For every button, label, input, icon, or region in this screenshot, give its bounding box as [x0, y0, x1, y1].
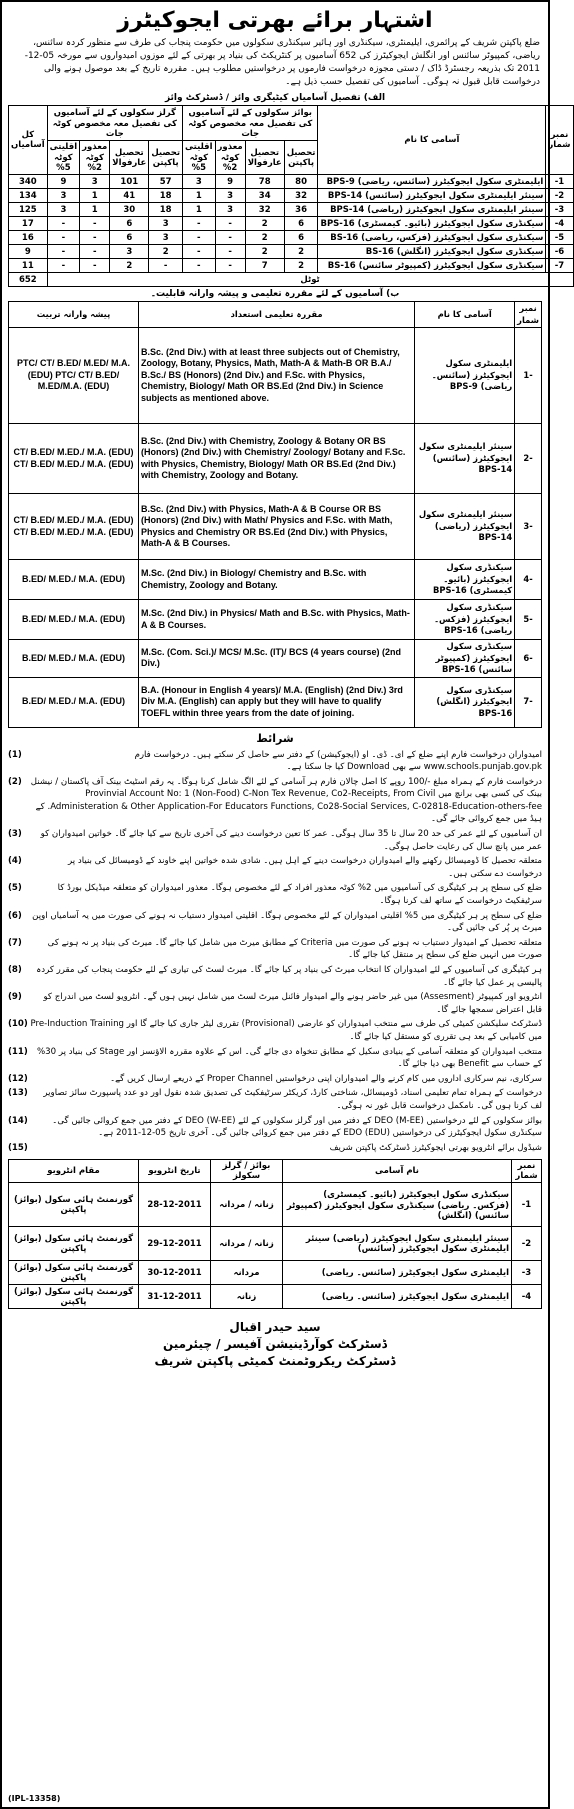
condition-item — [8, 1086, 542, 1113]
sub-header: معذور کوٹہ 2% — [80, 141, 110, 175]
cell-value: 3 — [215, 203, 245, 217]
cell-date: 28-12-2011 — [139, 1183, 211, 1227]
condition-text: منتخب امیدواران کو متعلقہ آسامی کے بنیادی سکیل کے مطابق تنخواہ دی جائے گی۔ اس کے علاوہ مقررہ الاؤنسز اور Stage کی بنیاد پر 30% کے حساب سے Benefit بھی دیا جائے گا۔ — [37, 1046, 542, 1070]
cell-total: 9 — [9, 245, 48, 259]
condition-item — [8, 748, 542, 775]
cell-sno: 2- — [546, 189, 573, 203]
cell-value: 36 — [284, 203, 318, 217]
cell-sno: 7- — [515, 677, 542, 727]
condition-number: (3) — [8, 829, 22, 840]
sub-header: تحصیل پاکپتن — [284, 141, 318, 175]
cell-date: 29-12-2011 — [139, 1227, 211, 1261]
qualifications-table — [8, 301, 542, 728]
header-boys: بوائز سکولوں کے لئے آسامیوں کی تفصیل معہ مخصوص کوٹہ جات — [183, 106, 318, 141]
cell-value: 6 — [110, 231, 149, 245]
signatory-title: ڈسٹرکٹ کوآرڈینیشن آفیسر / چیئرمین — [162, 1337, 388, 1352]
table-row — [9, 328, 542, 424]
table-row — [9, 1285, 542, 1309]
condition-item — [8, 963, 542, 990]
cell-type: زنانہ / مردانہ — [211, 1183, 283, 1227]
condition-number: (7) — [8, 937, 22, 948]
cell-sno: 2- — [512, 1227, 542, 1261]
cell-sno: 1- — [515, 328, 542, 424]
conditions-heading: شرائط — [256, 731, 294, 745]
cell-total: 125 — [9, 203, 48, 217]
header-name: نام آسامی — [283, 1160, 512, 1183]
table-row — [9, 600, 542, 640]
cell-value: 78 — [245, 175, 284, 189]
table-row — [9, 175, 574, 189]
header-sno: نمبر شمار — [546, 106, 573, 175]
condition-text: سرکاری، نیم سرکاری اداروں میں کام کرنے والے امیدواران اپنی درخواستیں Proper Channel کے ذریعے ارسال کریں گے۔ — [110, 1073, 542, 1084]
condition-item — [8, 1114, 542, 1141]
cell-value: 41 — [110, 189, 149, 203]
condition-text: ڈسٹرکٹ سلیکشن کمیٹی کی طرف سے منتخب امیدواران کو عارضی (Provisional) تقرری لیٹر جاری کیا جائے گا اور Pre-Induction Training میں کامیابی کے بعد ہی تقرری کو مستقل کیا جائے گا۔ — [30, 1019, 542, 1042]
cell-type: زنانہ / مردانہ — [211, 1227, 283, 1261]
condition-text: متعلقہ تحصیل کے امیدوار دستیاب نہ ہونے کی صورت میں Criteria کے مطابق میرٹ میں شامل کیا جائے گا۔ میرٹ کی بنیاد پر نہ ہونے کی صورت میں انہیں ضلع کی سطح پر منتقل کیا جائے گا۔ — [47, 937, 542, 961]
condition-item — [8, 1141, 542, 1156]
condition-number: (1) — [8, 749, 22, 760]
cell-value: 32 — [284, 189, 318, 203]
cell-value: 2 — [110, 259, 149, 273]
cell-name: ایلیمنٹری سکول ایجوکیٹرز (سائنس۔ ریاضی) — [283, 1285, 512, 1309]
sub-header: تحصیل پاکپتن — [149, 141, 183, 175]
cell-value: - — [183, 245, 215, 259]
cell-sno: 3- — [546, 203, 573, 217]
cell-type: زنانہ — [211, 1285, 283, 1309]
cell-post: سیکنڈری سکول ایجوکیٹرز (کمپیوٹر سائنس) BS-16 — [318, 259, 546, 273]
cell-post: سینئر ایلیمنٹری سکول ایجوکیٹرز (ریاضی) BPS-14 — [415, 494, 515, 560]
total-row — [9, 273, 574, 287]
cell-value: 30 — [110, 203, 149, 217]
condition-number: (13) — [8, 1088, 28, 1099]
cell-qualification: M.Sc. (2nd Div.) in Biology/ Chemistry and B.Sc. with Chemistry, Zoology and Botany. — [139, 560, 415, 600]
condition-text: ہر کیٹیگری کی آسامیوں کے لئے امیدواران کا انتخاب میرٹ کی بنیاد پر کیا جائے گا۔ میرٹ لسٹ کی تیاری کے لئے حکومت پنجاب کی مقرر کردہ پالیسی پر عمل کیا جائے گا۔ — [36, 965, 542, 988]
table-row — [9, 189, 574, 203]
cell-post: سیکنڈری سکول ایجوکیٹرز (بائیو۔ کیمسٹری) BPS-16 — [318, 217, 546, 231]
condition-item — [8, 827, 542, 854]
cell-post: سینئر ایلیمنٹری سکول ایجوکیٹرز (ریاضی) BPS-14 — [318, 203, 546, 217]
condition-text: ضلع کی سطح پر ہر کیٹیگری کی آسامیوں میں 2% کوٹہ معذور افراد کے لئے مخصوص ہوگا۔ معذور امیدواران کو متعلقہ میڈیکل بورڈ کا سرٹیفکیٹ درخواست کے ساتھ لف کرنا ہوگا۔ — [57, 883, 542, 907]
cell-training: CT/ B.ED/ M.ED./ M.A. (EDU) CT/ B.ED/ M.ED./ M.A. (EDU) — [9, 424, 139, 494]
cell-post: سیکنڈری سکول ایجوکیٹرز (بائیو۔ کیمسٹری) BPS-16 — [415, 560, 515, 600]
table-row — [9, 245, 574, 259]
cell-value: 57 — [149, 175, 183, 189]
cell-post: ایلیمنٹری سکول ایجوکیٹرز (سائنس۔ ریاضی) BPS-9 — [415, 328, 515, 424]
cell-value: 3 — [47, 203, 79, 217]
cell-value: 6 — [284, 217, 318, 231]
cell-value: - — [215, 259, 245, 273]
condition-text: بوائز سکولوں کے لئے درخواستیں DEO (M-EE) کے دفتر میں اور گرلز سکولوں کے لئے DEO (W-EE) کے دفتر میں جمع کروائی جائیں گی۔ سیکنڈری سکول ایجوکیٹرز کی درخواستیں EDO (EDU) کے دفتر میں جمع کروائی جائیں گی۔ آخری تاریخ 05-12-2011 ہے۔ — [52, 1115, 542, 1139]
signature-block — [8, 1319, 542, 1370]
cell-training: B.ED/ M.ED./ M.A. (EDU) — [9, 600, 139, 640]
cell-post: سینئر ایلیمنٹری سکول ایجوکیٹرز (سائنس) BPS-14 — [415, 424, 515, 494]
cell-place: گورنمنٹ ہائی سکول (بوائز) پاکپتن — [9, 1183, 139, 1227]
cell-value: 6 — [110, 217, 149, 231]
cell-post: سیکنڈری سکول ایجوکیٹرز (انگلش) BS-16 — [318, 245, 546, 259]
cell-value: - — [80, 259, 110, 273]
cell-sno: 2- — [515, 424, 542, 494]
condition-number: (15) — [8, 1142, 28, 1153]
cell-training: PTC/ CT/ B.ED/ M.ED/ M.A. (EDU) PTC/ CT/ B.ED/ M.ED/M.A. (EDU) — [9, 328, 139, 424]
cell-value: - — [80, 231, 110, 245]
condition-number: (5) — [8, 883, 22, 894]
cell-place: گورنمنٹ ہائی سکول (بوائز) پاکپتن — [9, 1261, 139, 1285]
header-place: مقام انٹرویو — [9, 1160, 139, 1183]
cell-value: 3 — [215, 189, 245, 203]
section-a-heading: الف) تفصیل آسامیاں کیٹیگری وائز / ڈسٹرکٹ وائز — [164, 93, 386, 103]
condition-number: (14) — [8, 1115, 28, 1126]
cell-sno: 5- — [515, 600, 542, 640]
table-row — [9, 217, 574, 231]
cell-value: 6 — [284, 231, 318, 245]
table-row — [9, 1183, 542, 1227]
total-label: ٹوٹل — [47, 273, 573, 287]
table-row — [9, 1227, 542, 1261]
condition-item — [8, 1017, 542, 1044]
condition-number: (8) — [8, 965, 22, 975]
cell-value: 80 — [284, 175, 318, 189]
condition-text: متعلقہ تحصیل کا ڈومیسائل رکھنے والے امیدواران درخواست دینے کے اہل ہیں۔ شادی شدہ خواتین اپنے خاوند کے ڈومیسائل کی بنیاد پر درخواست دے سکتی ہیں۔ — [68, 856, 542, 879]
condition-item — [8, 1072, 542, 1087]
cell-value: 3 — [80, 175, 110, 189]
sub-header: تحصیل عارفوالا — [110, 141, 149, 175]
cell-total: 16 — [9, 231, 48, 245]
cell-value: 9 — [215, 175, 245, 189]
cell-value: - — [215, 217, 245, 231]
cell-value: 9 — [47, 175, 79, 189]
cell-total: 17 — [9, 217, 48, 231]
cell-type: مردانہ — [211, 1261, 283, 1285]
condition-number: (6) — [8, 910, 22, 921]
condition-text: شیڈول برائے انٹرویو بھرتی ایجوکیٹرز ڈسٹرکٹ پاکپتن شریف — [329, 1142, 542, 1153]
cell-name: سینئر ایلیمنٹری سکول ایجوکیٹرز (ریاضی) سینئر ایلیمنٹری سکول ایجوکیٹرز (سائنس) — [283, 1227, 512, 1261]
sub-header: تحصیل عارفوالا — [245, 141, 284, 175]
cell-value: - — [47, 231, 79, 245]
cell-sno: 4- — [546, 217, 573, 231]
page-title: اشتہار برائے بھرتی ایجوکیٹرز — [117, 8, 433, 33]
cell-date: 30-12-2011 — [139, 1261, 211, 1285]
condition-number: (12) — [8, 1073, 28, 1084]
cell-sno: 4- — [512, 1285, 542, 1309]
condition-number: (10) — [8, 1019, 28, 1030]
cell-sno: 3- — [512, 1261, 542, 1285]
cell-sno: 4- — [515, 560, 542, 600]
cell-value: 2 — [149, 245, 183, 259]
condition-text: ضلع کی سطح پر ہر کیٹیگری میں 5% اقلیتی امیدواران کے لئے مخصوص ہوگا۔ اقلیتی امیدوار دستیاب نہ ہونے کی صورت میں یہ آسامیاں اوپن میرٹ پر پُر کی جائیں گی۔ — [32, 910, 542, 934]
cell-qualification: B.Sc. (2nd Div.) with at least three subjects out of Chemistry, Zoology, Botany, Physics, Math, Math-A & Math-B OR B.A./ B.Sc./ BS (Honors) (2nd Div.) and F.Sc. with Physics, Chemistry, Biology/ Math OR BS.Ed (2nd Div.) in Science subjects as mentioned above. — [139, 328, 415, 424]
cell-value: - — [80, 245, 110, 259]
cell-value: - — [149, 259, 183, 273]
cell-total: 340 — [9, 175, 48, 189]
cell-post: سیکنڈری سکول ایجوکیٹرز (انگلش) BPS-16 — [415, 677, 515, 727]
cell-value: 3 — [183, 175, 215, 189]
cell-post: سیکنڈری سکول ایجوکیٹرز (کمپیوٹر سائنس) BPS-16 — [415, 640, 515, 678]
cell-value: - — [183, 217, 215, 231]
conditions-list — [8, 748, 542, 1156]
header-date: تاریخ انٹرویو — [139, 1160, 211, 1183]
condition-text: درخواست کے ہمراہ تمام تعلیمی اسناد، ڈومیسائل، شناختی کارڈ، کریکٹر سرٹیفکیٹ کی تصدیق شدہ نقول اور دو عدد پاسپورٹ سائز تصاویر لف کرنا ہوں گی۔ نامکمل درخواست قابل غور نہ ہوگی۔ — [43, 1088, 542, 1111]
cell-value: 3 — [149, 231, 183, 245]
cell-training: B.ED/ M.ED./ M.A. (EDU) — [9, 640, 139, 678]
cell-value: 32 — [245, 203, 284, 217]
table-row — [9, 494, 542, 560]
cell-value: 1 — [183, 203, 215, 217]
ipl-reference: (IPL-13358) — [8, 1794, 61, 1803]
condition-item — [8, 936, 542, 963]
intro-paragraph: ضلع پاکپتن شریف کے پرائمری، ایلیمنٹری، سیکنڈری اور ہائیر سیکنڈری سکولوں میں حکومت پنجاب کی طرف سے منظور کردہ سائنس، ریاضی، کمپیوٹر سائنس اور انگلش ایجوکیٹرز کی 652 آسامیوں پر کنٹریکٹ کی بنیاد پر بھرتی کے لئے موزوں امیدواروں سے مورخہ 05-12-2011 تک بذریعہ رجسٹرڈ ڈاک / دستی مجوزہ درخواست فارموں پر درخواستیں مطلوب ہیں۔ مقررہ تاریخ کے بعد موصول ہونے والی درخواست قابل قبول نہ ہوگی۔ آسامیوں کی تفصیل حسب ذیل ہے۔ — [24, 38, 540, 87]
cell-value: - — [183, 259, 215, 273]
cell-value: 101 — [110, 175, 149, 189]
table-row — [9, 203, 574, 217]
cell-training: CT/ B.ED/ M.ED./ M.A. (EDU) CT/ B.ED/ M.ED./ M.A. (EDU) — [9, 494, 139, 560]
cell-qualification: B.Sc. (2nd Div.) with Physics, Math-A & B Course OR BS (Honors) (2nd Div.) with Math/ Physics and F.Sc. with Math, Physics and Chemistry OR BS.Ed (2nd Div.) with Physics, Math-A & B Courses. — [139, 494, 415, 560]
condition-item — [8, 881, 542, 908]
condition-number: (2) — [8, 776, 22, 787]
cell-training: B.ED/ M.ED./ M.A. (EDU) — [9, 677, 139, 727]
condition-number: (9) — [8, 992, 22, 1003]
cell-value: - — [215, 245, 245, 259]
cell-post: سینئر ایلیمنٹری سکول ایجوکیٹرز (سائنس) BPS-14 — [318, 189, 546, 203]
table-row — [9, 1261, 542, 1285]
cell-sno: 6- — [546, 245, 573, 259]
cell-value: - — [80, 217, 110, 231]
cell-value: 2 — [245, 217, 284, 231]
cell-value: 3 — [47, 189, 79, 203]
sub-header: معذور کوٹہ 2% — [215, 141, 245, 175]
condition-item — [8, 854, 542, 881]
sub-header: اقلیتی کوٹہ 5% — [183, 141, 215, 175]
condition-text: امیدواران درخواست فارم اپنے ضلع کے ای۔ ڈی۔ او (ایجوکیشن) کے دفتر سے حاصل کر سکتے ہیں۔ درخواست فارم www.schools.punjab.gov.pk سے بھی Download کیا جا سکتا ہے۔ — [134, 749, 542, 773]
header-training: پیشہ وارانہ تربیت — [9, 302, 139, 328]
condition-text: انٹرویو اور کمپیوٹر (Assesment) میں غیر حاضر ہونے والے امیدوار فائنل میرٹ لسٹ میں شامل نہیں ہوں گے۔ انٹرویو لسٹ میں اندراج کو قابل اعتراض سمجھا جائے گا۔ — [43, 992, 542, 1015]
cell-value: 3 — [149, 217, 183, 231]
condition-item — [8, 909, 542, 936]
interview-schedule-table — [8, 1159, 542, 1309]
cell-total: 11 — [9, 259, 48, 273]
sub-header: اقلیتی کوٹہ 5% — [47, 141, 79, 175]
cell-place: گورنمنٹ ہائی سکول (بوائز) پاکپتن — [9, 1285, 139, 1309]
cell-value: - — [47, 217, 79, 231]
cell-post: ایلیمنٹری سکول ایجوکیٹرز (سائنس، ریاضی) BPS-9 — [318, 175, 546, 189]
cell-value: - — [47, 245, 79, 259]
cell-place: گورنمنٹ ہائی سکول (بوائز) پاکپتن — [9, 1227, 139, 1261]
cell-value: 2 — [284, 245, 318, 259]
table-row — [9, 259, 574, 273]
signatory-name: سید حیدر اقبال — [229, 1320, 321, 1335]
cell-value: 2 — [245, 231, 284, 245]
cell-sno: 5- — [546, 231, 573, 245]
header-girls: گرلز سکولوں کے لئے آسامیوں کی تفصیل معہ مخصوص کوٹہ جات — [47, 106, 182, 141]
header-qualification: مقررہ تعلیمی استعداد — [139, 302, 415, 328]
cell-name: ایلیمنٹری سکول ایجوکیٹرز (سائنس۔ ریاضی) — [283, 1261, 512, 1285]
vacancies-table — [8, 105, 574, 287]
cell-sno: 1- — [546, 175, 573, 189]
cell-value: 18 — [149, 189, 183, 203]
cell-training: B.ED/ M.ED./ M.A. (EDU) — [9, 560, 139, 600]
cell-value: 1 — [80, 203, 110, 217]
cell-post: سیکنڈری سکول ایجوکیٹرز (فزکس۔ ریاضی) BPS-16 — [415, 600, 515, 640]
condition-number: (11) — [8, 1046, 28, 1057]
cell-value: 3 — [110, 245, 149, 259]
table-row — [9, 424, 542, 494]
cell-value: - — [215, 231, 245, 245]
cell-value: 1 — [183, 189, 215, 203]
condition-item — [8, 1045, 542, 1072]
cell-value: 18 — [149, 203, 183, 217]
condition-text: ان آسامیوں کے لئے عمر کی حد 20 سال تا 35 سال ہوگی۔ عمر کا تعین درخواست دینے کی آخری تاریخ سے کیا جائے گا۔ خواتین امیدواران کو عمر میں پانچ سال کی رعایت حاصل ہوگی۔ — [40, 829, 542, 852]
cell-qualification: B.A. (Honour in English 4 years)/ M.A. (English) (2nd Div.) 3rd Div M.A. (English) can apply but they will have to qualify TOEFL within three years from the date of joining. — [139, 677, 415, 727]
table-row — [9, 560, 542, 600]
condition-item — [8, 990, 542, 1017]
cell-date: 31-12-2011 — [139, 1285, 211, 1309]
header-total: کل آسامیاں — [9, 106, 48, 175]
header-type: بوائز / گرلز سکولز — [211, 1160, 283, 1183]
condition-text: درخواست فارم کے ہمراہ مبلغ -/100 روپے کا اصل چالان فارم ہر آسامی کے لئے الگ شامل کرنا ہوگا۔ یہ رقم اسٹیٹ بینک آف پاکستان / نیشنل بینک کی کسی بھی برانچ میں Provinvial Account No: 1 (Non-Food) C-Non Tex Revenue, Co2-Receipts, From Civil Administeration & Other Application-For Educators Functions, Co28-Social Services, C-02818-Education-others-fee. کے ہیڈ میں جمع کروائی جائے گی۔ — [30, 776, 542, 825]
table-row — [9, 231, 574, 245]
cell-qualification: B.Sc. (2nd Div.) with Chemistry, Zoology & Botany OR BS (Honors) (2nd Div.) with Chemistry/ Zoology/ Botany and F.Sc. with Physics, Chemistry, Biology/ Math OR BS.Ed (2nd Div.) with Chemistry, Zoology and Botany. — [139, 424, 415, 494]
cell-value: - — [183, 231, 215, 245]
cell-value: 2 — [284, 259, 318, 273]
grand-total: 652 — [9, 273, 48, 287]
cell-value: - — [47, 259, 79, 273]
table-row — [9, 677, 542, 727]
cell-value: 2 — [245, 245, 284, 259]
cell-name: سیکنڈری سکول ایجوکیٹرز (بائیو۔ کیمسٹری) (فزکس۔ ریاضی) سیکنڈری سکول ایجوکیٹرز (کمپیوٹر سائنس) (انگلش) — [283, 1183, 512, 1227]
header-post: آسامی کا نام — [318, 106, 546, 175]
cell-sno: 7- — [546, 259, 573, 273]
cell-value: 1 — [80, 189, 110, 203]
header-sno: نمبر شمار — [515, 302, 542, 328]
signatory-committee: ڈسٹرکٹ ریکروٹمنٹ کمیٹی پاکپتن شریف — [154, 1354, 396, 1369]
cell-sno: 3- — [515, 494, 542, 560]
cell-qualification: M.Sc. (2nd Div.) in Physics/ Math and B.Sc. with Physics, Math-A & B Courses. — [139, 600, 415, 640]
section-b-heading: ب) آسامیوں کے لئے مقررہ تعلیمی و پیشہ وارانہ قابلیت۔ — [150, 289, 400, 299]
table-row — [9, 640, 542, 678]
cell-post: سیکنڈری سکول ایجوکیٹرز (فزکس، ریاضی) BS-16 — [318, 231, 546, 245]
cell-sno: 1- — [512, 1183, 542, 1227]
header-sno: نمبر شمار — [512, 1160, 542, 1183]
header-post: آسامی کا نام — [415, 302, 515, 328]
cell-sno: 6- — [515, 640, 542, 678]
cell-qualification: M.Sc. (Com. Sci.)/ MCS/ M.Sc. (IT)/ BCS (4 years course) (2nd Div.) — [139, 640, 415, 678]
condition-number: (4) — [8, 856, 22, 867]
cell-total: 134 — [9, 189, 48, 203]
cell-value: 7 — [245, 259, 284, 273]
condition-item — [8, 775, 542, 827]
cell-value: 34 — [245, 189, 284, 203]
